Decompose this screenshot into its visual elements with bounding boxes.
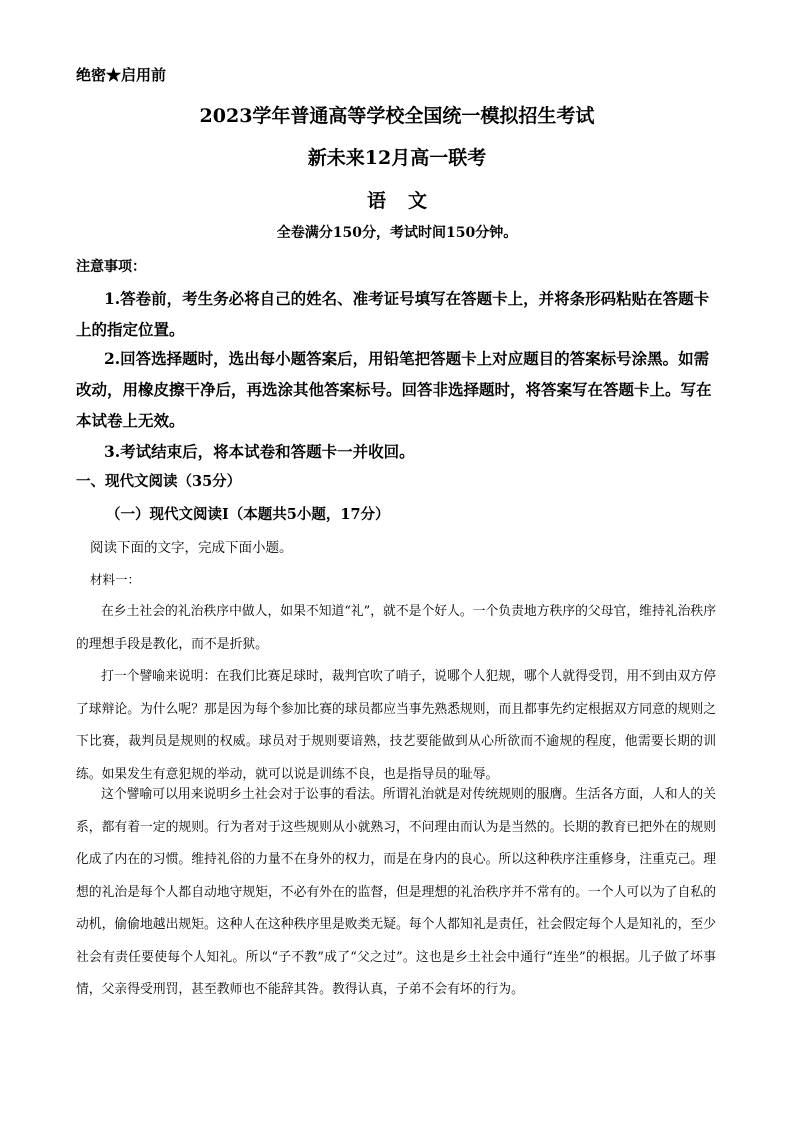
section-heading: 一、现代文阅读（35分） <box>76 473 242 490</box>
reading-instruction: 阅读下面的文字，完成下面小题。 <box>90 540 293 555</box>
notice-item: 2.回答选择题时，选出每小题答案后，用铅笔把答题卡上对应题目的答案标号涂黑。如需改动，用橡皮擦干净后，再选涂其他答案标号。回答非选择题时，将答案写在答题卡上。写在本试卷上无效。 <box>76 349 712 430</box>
passage-paragraph: 打一个譬喻来说明：在我们比赛足球时，裁判官吹了哨子，说哪个人犯规，哪个人就得受罚，用不到由双方停了球辩论。为什么呢？那是因为每个参加比赛的球员都应当事先熟悉规则，而且都事先约定根据双方同意的规则之下比赛，裁判员是规则的权威。球员对于规则要谙熟，技艺要能做到从心所欲而不逾规的程度，他需要长期的训练。如果发生有意犯规的举动，就可以说是训练不良，也是指导员的耻辱。 <box>76 669 716 782</box>
confidential-label: 绝密★启用前 <box>76 66 167 84</box>
passage-paragraph: 在乡土社会的礼治秩序中做人，如果不知道“礼”，就不是个好人。一个负责地方秩序的父母官，维持礼治秩序的理想手段是教化，而不是折狱。 <box>76 604 716 652</box>
notice-item: 3.考试结束后，将本试卷和答题卡一并收回。 <box>104 442 415 461</box>
exam-subtitle: 新未来12月高一联考 <box>307 147 487 169</box>
subject-title: 语文 <box>366 190 449 212</box>
subsection-heading: （一）现代文阅读Ⅰ（本题共5小题，17分） <box>106 506 390 523</box>
notice-heading: 注意事项： <box>76 259 146 275</box>
exam-title: 2023学年普通高等学校全国统一模拟招生考试 <box>199 105 595 127</box>
passage-paragraph: 这个譬喻可以用来说明乡土社会对于讼事的看法。所谓礼治就是对传统规则的服膺。生活各方面，人和人的关系，都有着一定的规则。行为者对于这些规则从小就熟习，不问理由而认为是当然的。长期的教育已把外在的规则化成了内在的习惯。维持礼俗的力量不在身外的权力，而是在身内的良心。所以这种秩序注重修身，注重克己。理想的礼治是每个人都自动地守规矩，不必有外在的监督，但是理想的礼治秩序并不常有的。一个人可以为了自私的动机，偷偷地越出规矩。这种人在这种秩序里是败类无疑。每个人都知礼是责任，社会假定每个人是知礼的，至少社会有责任要使每个人知礼。所以“子不教”成了“父之过”。这也是乡土社会中通行“连坐”的根据。儿子做了坏事情，父亲得受刑罚，甚至教师也不能辞其咎。教得认真，子弟不会有坏的行为。 <box>76 787 716 997</box>
notice-item: 1.答卷前，考生务必将自己的姓名、准考证号填写在答题卡上，并将条形码粘贴在答题卡上的指定位置。 <box>76 289 710 339</box>
material-label: 材料一： <box>90 572 141 587</box>
score-info: 全卷满分150分，考试时间150分钟。 <box>276 225 518 241</box>
